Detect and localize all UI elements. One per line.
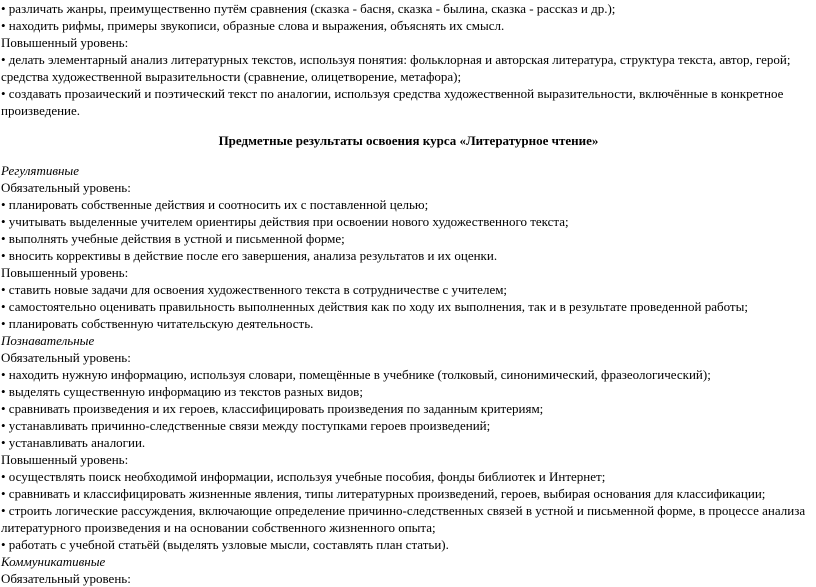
text-line: • ставить новые задачи для освоения художественного текста в сотрудничестве с учителем; — [1, 282, 508, 297]
text-line: • устанавливать аналогии. — [1, 435, 146, 450]
text-line: Обязательный уровень: — [1, 350, 131, 365]
text-line: • учитывать выделенные учителем ориентиры действия при освоении нового художественного текста; — [1, 214, 569, 229]
text-line: • создавать прозаический и поэтический текст по аналогии, используя средства художественной выразительности, включённые в конкретное произведение. — [1, 86, 784, 118]
text-line: • самостоятельно оценивать правильность выполненных действия как по ходу их выполнения, так и в результате проведенной работы; — [1, 299, 748, 314]
text-line: • устанавливать причинно-следственные связи между поступками героев произведений; — [1, 418, 491, 433]
intro-block — [1, 0, 816, 119]
text-line: • находить рифмы, примеры звукописи, образные слова и выражения, объяснять их смысл. — [1, 18, 505, 33]
text-line: • находить нужную информацию, используя словари, помещённые в учебнике (толковый, синонимический, фразеологический); — [1, 367, 711, 382]
section-title: Познавательные — [1, 333, 95, 348]
text-line: • выделять существенную информацию из текстов разных видов; — [1, 384, 363, 399]
section-cognitive — [1, 332, 816, 553]
text-line: • работать с учебной статьёй (выделять узловые мысли, составлять план статьи). — [1, 537, 449, 552]
text-line: Повышенный уровень: — [1, 452, 129, 467]
text-line: • планировать собственные действия и соотносить их с поставленной целью; — [1, 197, 429, 212]
section-title: Регулятивные — [1, 163, 79, 178]
text-line: Повышенный уровень: — [1, 35, 129, 50]
section-communicative — [1, 553, 816, 587]
text-line: • осуществлять поиск необходимой информации, используя учебные пособия, фонды библиотек и Интернет; — [1, 469, 606, 484]
text-line: • вносить коррективы в действие после его завершения, анализа результатов и их оценки. — [1, 248, 498, 263]
text-line: Обязательный уровень: — [1, 571, 131, 586]
section-regulative — [1, 162, 816, 332]
section-title: Коммуникативные — [1, 554, 106, 569]
text-line: • планировать собственную читательскую деятельность. — [1, 316, 314, 331]
section-heading: Предметные результаты освоения курса «Литературное чтение» — [218, 133, 599, 148]
text-line: • различать жанры, преимущественно путём сравнения (сказка - басня, сказка - былина, сказка - рассказ и др.); — [1, 1, 616, 16]
text-line: • сравнивать произведения и их героев, классифицировать произведения по заданным критериям; — [1, 401, 544, 416]
text-line: • строить логические рассуждения, включающие определение причинно-следственных связей в устной и письменной форме, в процессе анализа литературного произведения и на основании собственного жизненного опыта; — [1, 503, 806, 535]
text-line: Обязательный уровень: — [1, 180, 131, 195]
text-line: • выполнять учебные действия в устной и письменной форме; — [1, 231, 345, 246]
text-line: • сравнивать и классифицировать жизненные явления, типы литературных произведений, героев, выбирая основания для классификации; — [1, 486, 766, 501]
text-line: • делать элементарный анализ литературных текстов, используя понятия: фольклорная и авторская литература, структура текста, автор, герой; средства художественной выразительности (сравнение, олицетворение, метафора); — [1, 52, 791, 84]
text-line: Повышенный уровень: — [1, 265, 129, 280]
